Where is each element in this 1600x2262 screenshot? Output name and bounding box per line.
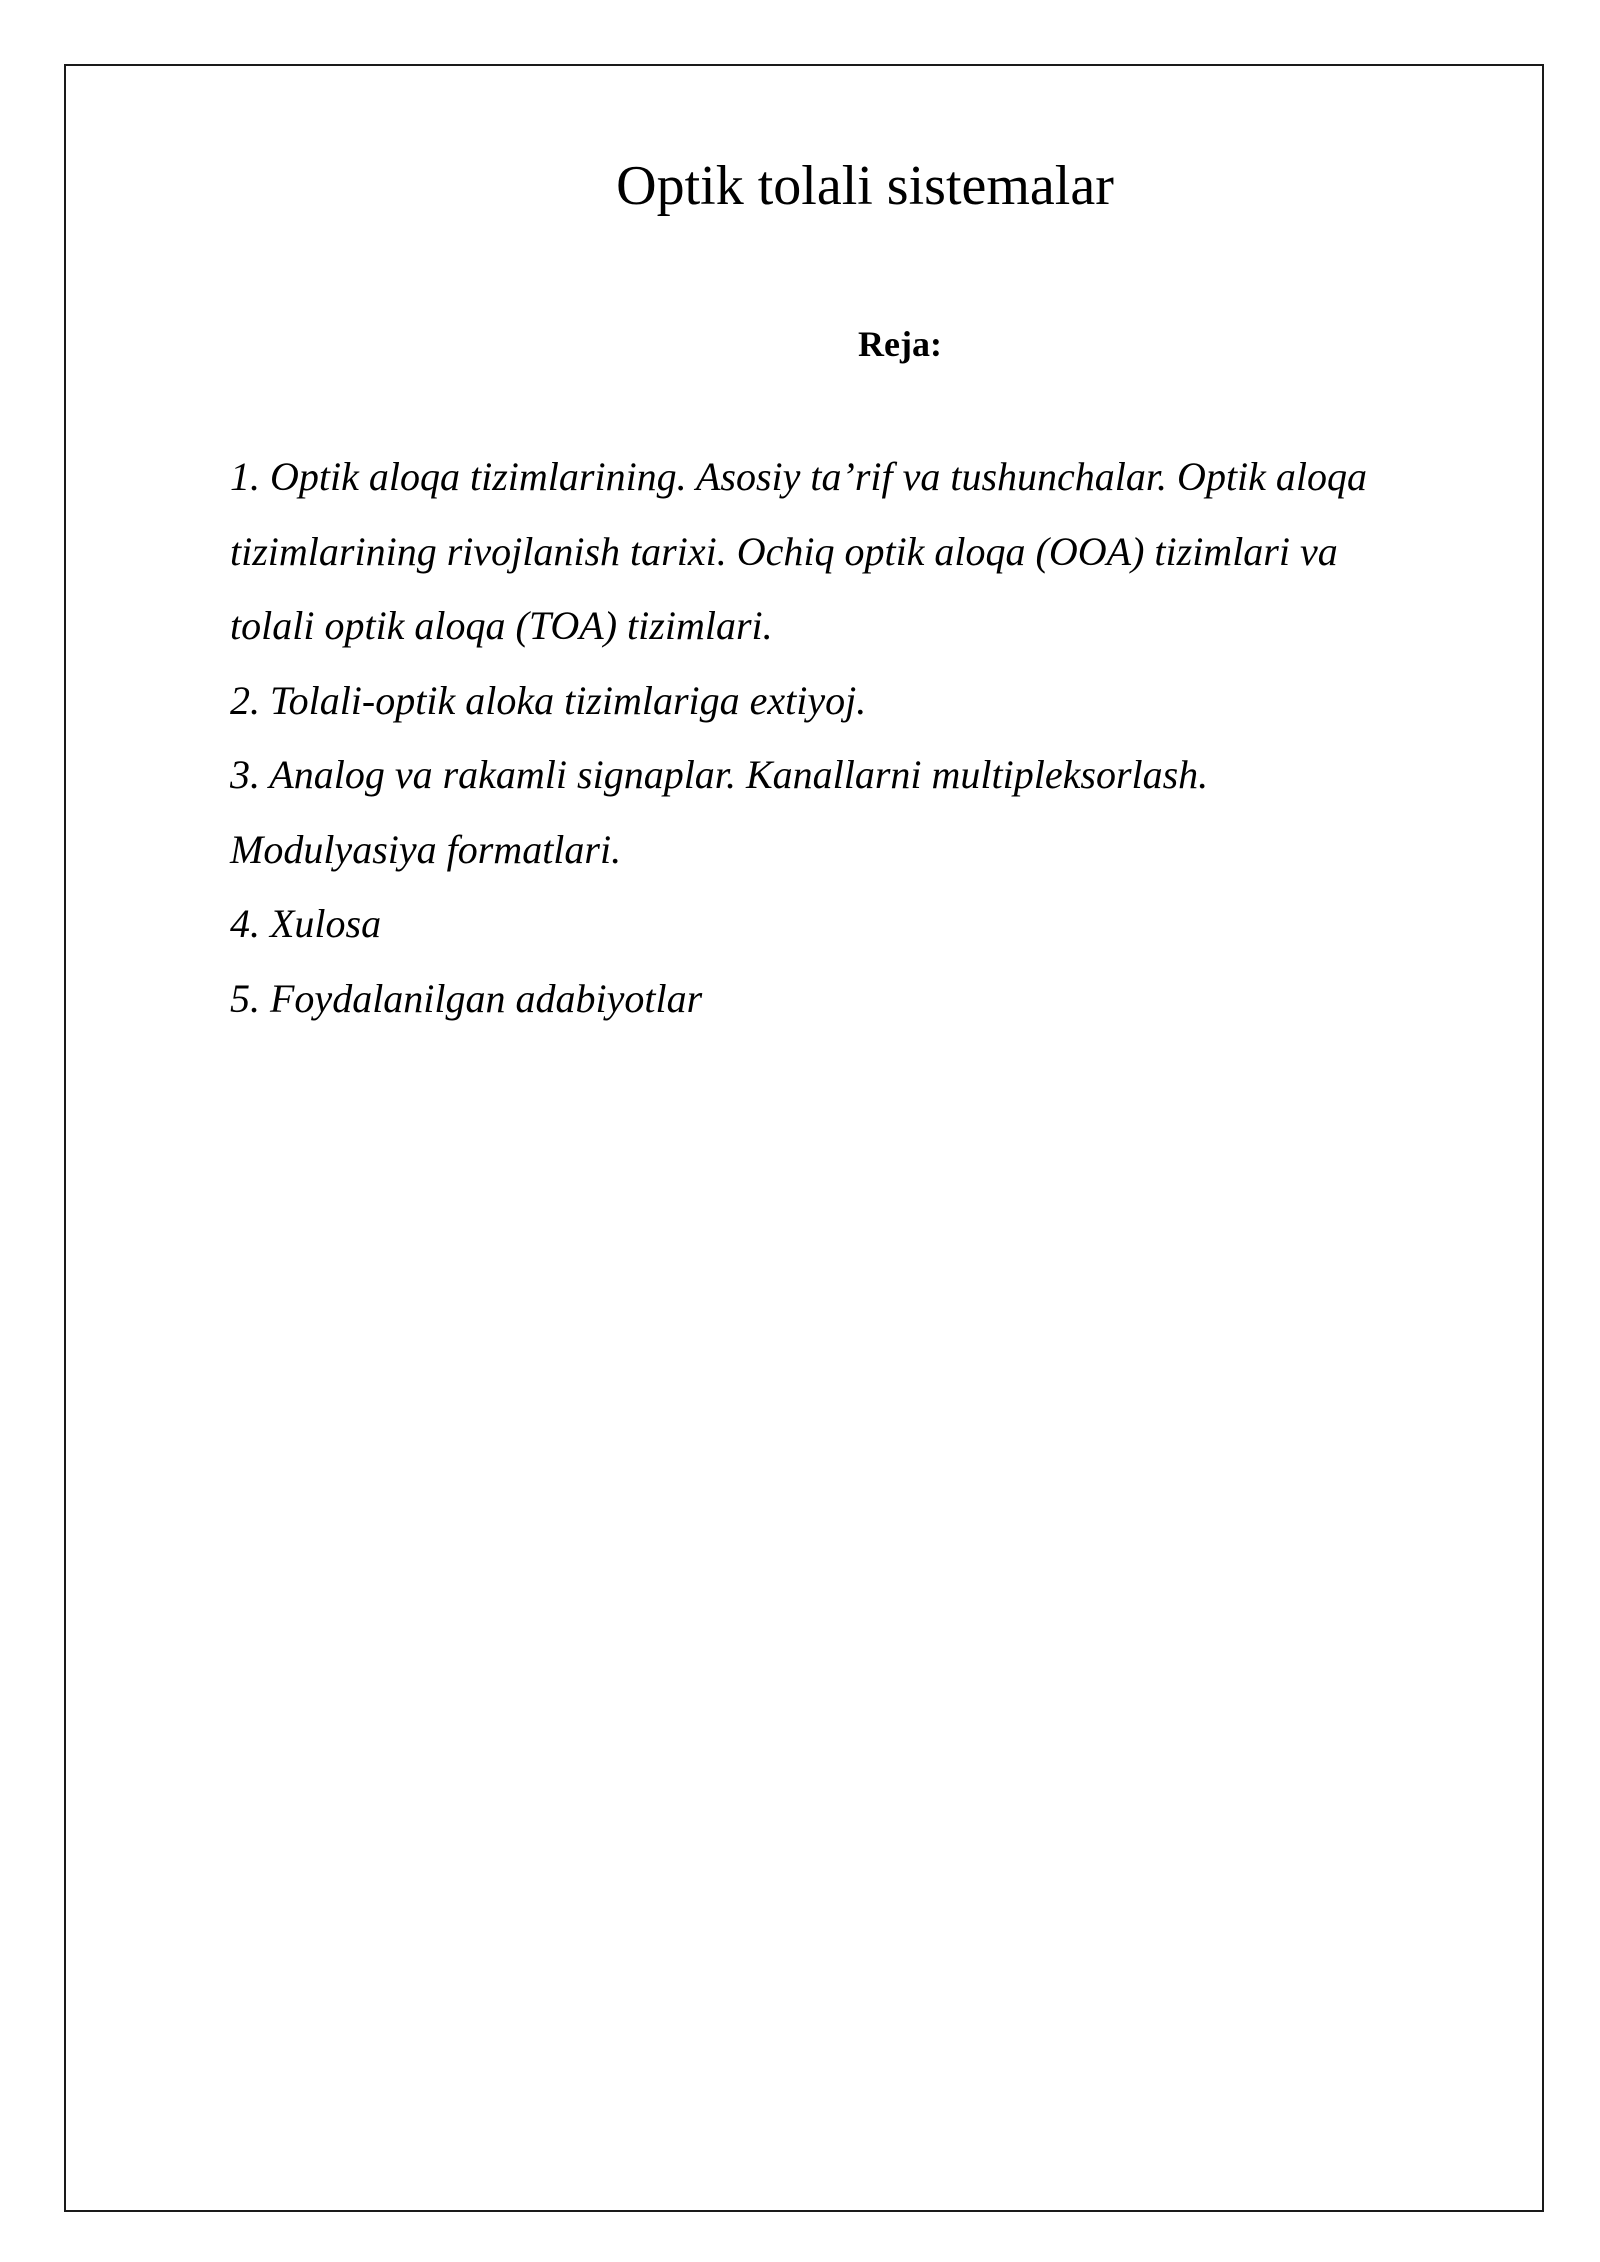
plan-item-4: 4. Xulosa [230,901,382,946]
plan-item-1: 1. Optik aloqa tizimlarining. Asosiy ta’rif va tushunchalar. Optik aloqa tizimlarining rivojlanish tarixi. Ochiq optik aloqa (OOA) tizimlari va tolali optik aloqa (TOA) tizimlari. [230,454,1368,648]
plan-item-3: 3. Analog va rakamli signaplar. Kanallarni multipleksorlash. Modulyasiya formatlari. [230,752,1209,872]
plan-list [230,440,1530,1036]
page-border [64,64,1544,2212]
plan-item-5: 5. Foydalanilgan adabiyotlar [230,975,703,1021]
document-title: Optik tolali sistemalar [616,155,1114,217]
plan-heading: Reja: [858,324,942,364]
plan-item-2: 2. Tolali-optik aloka tizimlariga extiyoj. [230,677,867,723]
